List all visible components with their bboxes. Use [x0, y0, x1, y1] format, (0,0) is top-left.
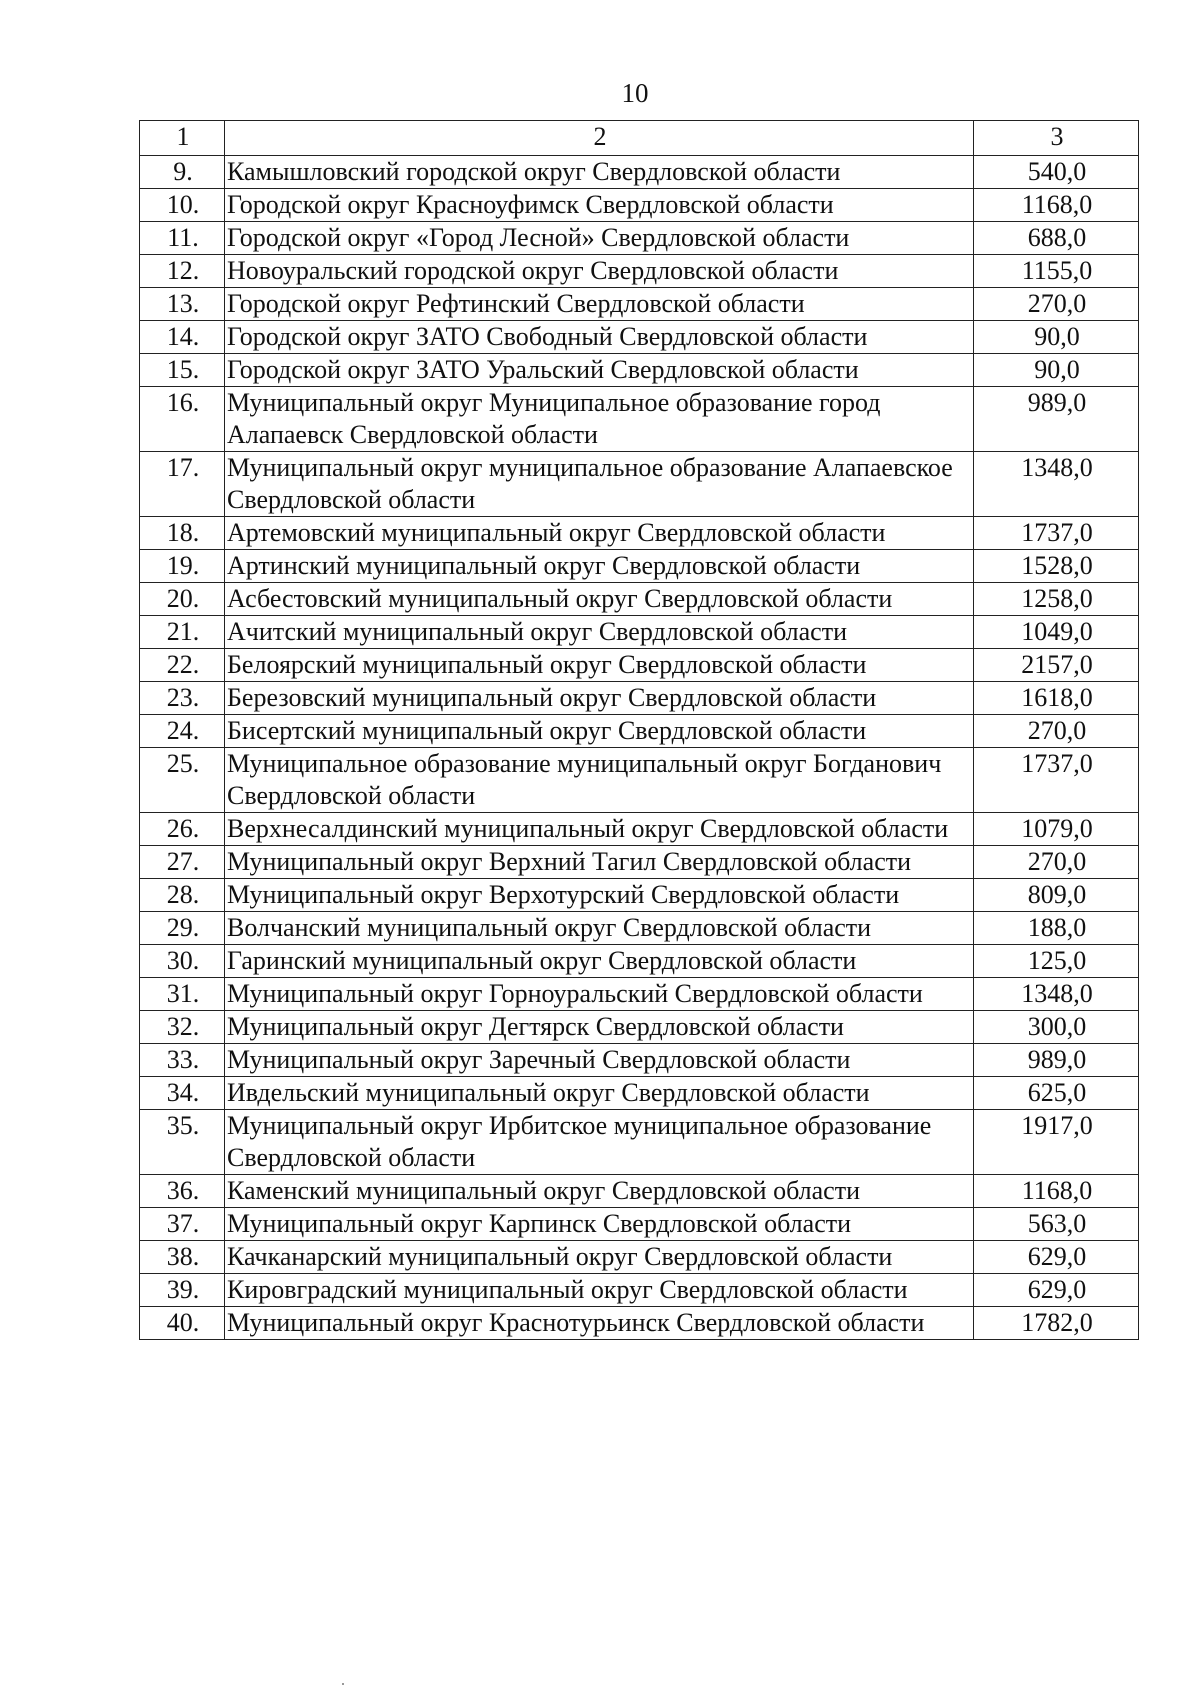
amount-value: 1348,0 [974, 978, 1139, 1011]
municipality-name: Каменский муниципальный округ Свердловской области [225, 1175, 974, 1208]
row-number: 26. [140, 813, 225, 846]
amount-value: 540,0 [974, 156, 1139, 189]
row-number: 15. [140, 354, 225, 387]
table-row [140, 879, 1139, 912]
row-number: 10. [140, 189, 225, 222]
amount-value: 1155,0 [974, 255, 1139, 288]
row-number: 34. [140, 1077, 225, 1110]
amount-value: 90,0 [974, 321, 1139, 354]
row-number: 24. [140, 715, 225, 748]
row-number: 37. [140, 1208, 225, 1241]
amount-value: 1049,0 [974, 616, 1139, 649]
amount-value: 270,0 [974, 288, 1139, 321]
amount-value: 1737,0 [974, 748, 1139, 813]
table-row [140, 452, 1139, 517]
table-row [140, 682, 1139, 715]
amount-value: 2157,0 [974, 649, 1139, 682]
amount-value: 1782,0 [974, 1307, 1139, 1340]
municipality-name: Муниципальный округ Заречный Свердловской области [225, 1044, 974, 1077]
municipality-name: Артемовский муниципальный округ Свердловской области [225, 517, 974, 550]
amount-value: 1168,0 [974, 189, 1139, 222]
municipality-name: Муниципальное образование муниципальный округ Богданович Свердловской области [225, 748, 974, 813]
table-row [140, 222, 1139, 255]
row-number: 12. [140, 255, 225, 288]
row-number: 16. [140, 387, 225, 452]
amount-value: 1079,0 [974, 813, 1139, 846]
municipality-name: Ивдельский муниципальный округ Свердловской области [225, 1077, 974, 1110]
municipality-name: Верхнесалдинский муниципальный округ Свердловской области [225, 813, 974, 846]
row-number: 13. [140, 288, 225, 321]
table-row [140, 517, 1139, 550]
municipality-name: Городской округ «Город Лесной» Свердловской области [225, 222, 974, 255]
amount-value: 1258,0 [974, 583, 1139, 616]
municipality-name: Волчанский муниципальный округ Свердловской области [225, 912, 974, 945]
amount-value: 989,0 [974, 387, 1139, 452]
table-row [140, 846, 1139, 879]
table-row [140, 1011, 1139, 1044]
row-number: 14. [140, 321, 225, 354]
municipality-name: Ачитский муниципальный округ Свердловской области [225, 616, 974, 649]
table-row [140, 550, 1139, 583]
municipality-name: Камышловский городской округ Свердловской области [225, 156, 974, 189]
table-row [140, 978, 1139, 1011]
amount-value: 125,0 [974, 945, 1139, 978]
table-row [140, 1044, 1139, 1077]
municipality-name: Городской округ Рефтинский Свердловской области [225, 288, 974, 321]
row-number: 20. [140, 583, 225, 616]
table-row [140, 616, 1139, 649]
table-row [140, 748, 1139, 813]
row-number: 18. [140, 517, 225, 550]
amount-value: 629,0 [974, 1274, 1139, 1307]
amount-value: 1917,0 [974, 1110, 1139, 1175]
amount-value: 563,0 [974, 1208, 1139, 1241]
amount-value: 1348,0 [974, 452, 1139, 517]
table-row [140, 1077, 1139, 1110]
amount-value: 625,0 [974, 1077, 1139, 1110]
row-number: 27. [140, 846, 225, 879]
row-number: 36. [140, 1175, 225, 1208]
table-row [140, 255, 1139, 288]
municipality-name: Муниципальный округ Краснотурьинск Свердловской области [225, 1307, 974, 1340]
row-number: 11. [140, 222, 225, 255]
municipality-name: Муниципальный округ Верхний Тагил Свердловской области [225, 846, 974, 879]
amount-value: 90,0 [974, 354, 1139, 387]
table-row [140, 354, 1139, 387]
municipality-name: Новоуральский городской округ Свердловской области [225, 255, 974, 288]
municipality-name: Гаринский муниципальный округ Свердловской области [225, 945, 974, 978]
municipality-name: Качканарский муниципальный округ Свердловской области [225, 1241, 974, 1274]
row-number: 35. [140, 1110, 225, 1175]
table-row [140, 1307, 1139, 1340]
amount-value: 300,0 [974, 1011, 1139, 1044]
row-number: 28. [140, 879, 225, 912]
row-number: 22. [140, 649, 225, 682]
table-row [140, 387, 1139, 452]
amount-value: 1737,0 [974, 517, 1139, 550]
table-row [140, 156, 1139, 189]
municipality-name: Асбестовский муниципальный округ Свердловской области [225, 583, 974, 616]
municipality-name: Муниципальный округ Дегтярск Свердловской области [225, 1011, 974, 1044]
row-number: 9. [140, 156, 225, 189]
table-row [140, 1175, 1139, 1208]
table-row [140, 288, 1139, 321]
scan-speck [342, 1683, 344, 1685]
table-row [140, 189, 1139, 222]
table-row [140, 1208, 1139, 1241]
municipality-name: Кировградский муниципальный округ Свердловской области [225, 1274, 974, 1307]
table-row [140, 945, 1139, 978]
municipality-name: Березовский муниципальный округ Свердловской области [225, 682, 974, 715]
amount-value: 629,0 [974, 1241, 1139, 1274]
amount-value: 1618,0 [974, 682, 1139, 715]
municipality-name: Муниципальный округ Ирбитское муниципальное образование Свердловской области [225, 1110, 974, 1175]
amount-value: 809,0 [974, 879, 1139, 912]
row-number: 25. [140, 748, 225, 813]
allocation-table [139, 120, 1139, 1340]
row-number: 30. [140, 945, 225, 978]
municipality-name: Муниципальный округ Верхотурский Свердловской области [225, 879, 974, 912]
row-number: 40. [140, 1307, 225, 1340]
header-col-3: 3 [974, 121, 1139, 156]
table-row [140, 321, 1139, 354]
municipality-name: Городской округ Красноуфимск Свердловской области [225, 189, 974, 222]
amount-value: 188,0 [974, 912, 1139, 945]
municipality-name: Городской округ ЗАТО Свободный Свердловской области [225, 321, 974, 354]
table-row [140, 1274, 1139, 1307]
row-number: 29. [140, 912, 225, 945]
table-row [140, 813, 1139, 846]
table-row [140, 912, 1139, 945]
municipality-name: Муниципальный округ Карпинск Свердловской области [225, 1208, 974, 1241]
municipality-name: Артинский муниципальный округ Свердловской области [225, 550, 974, 583]
table-row [140, 1241, 1139, 1274]
row-number: 39. [140, 1274, 225, 1307]
municipality-name: Муниципальный округ Муниципальное образование город Алапаевск Свердловской области [225, 387, 974, 452]
row-number: 32. [140, 1011, 225, 1044]
amount-value: 270,0 [974, 846, 1139, 879]
amount-value: 270,0 [974, 715, 1139, 748]
table-row [140, 583, 1139, 616]
table-header-row [140, 121, 1139, 156]
table-row [140, 649, 1139, 682]
table-row [140, 715, 1139, 748]
header-col-2: 2 [225, 121, 974, 156]
amount-value: 989,0 [974, 1044, 1139, 1077]
row-number: 21. [140, 616, 225, 649]
municipality-name: Городской округ ЗАТО Уральский Свердловской области [225, 354, 974, 387]
municipality-name: Муниципальный округ Горноуральский Свердловской области [225, 978, 974, 1011]
row-number: 23. [140, 682, 225, 715]
row-number: 33. [140, 1044, 225, 1077]
row-number: 38. [140, 1241, 225, 1274]
page-number: 10 [621, 78, 649, 108]
amount-value: 688,0 [974, 222, 1139, 255]
municipality-name: Белоярский муниципальный округ Свердловской области [225, 649, 974, 682]
row-number: 17. [140, 452, 225, 517]
amount-value: 1528,0 [974, 550, 1139, 583]
municipality-name: Бисертский муниципальный округ Свердловской области [225, 715, 974, 748]
header-col-1: 1 [140, 121, 225, 156]
row-number: 31. [140, 978, 225, 1011]
municipality-name: Муниципальный округ муниципальное образование Алапаевское Свердловской области [225, 452, 974, 517]
amount-value: 1168,0 [974, 1175, 1139, 1208]
row-number: 19. [140, 550, 225, 583]
table-row [140, 1110, 1139, 1175]
